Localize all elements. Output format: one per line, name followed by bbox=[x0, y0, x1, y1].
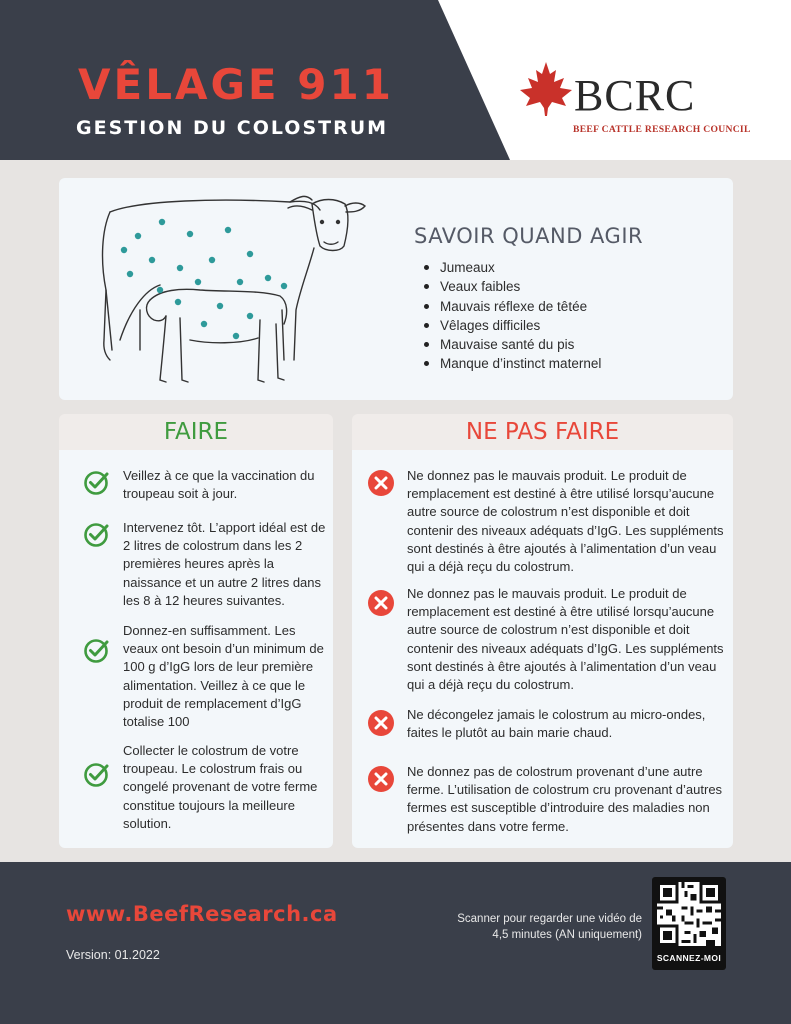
bcrc-logo[interactable] bbox=[516, 58, 751, 142]
bullet-icon bbox=[424, 323, 429, 328]
version-label: Version: 01.2022 bbox=[66, 948, 160, 962]
page-subtitle: GESTION DU COLOSTRUM bbox=[76, 117, 389, 139]
ne-pas-faire-item-2: Ne donnez pas le mauvais produit. Le produit de remplacement est destiné à être utilisé lorsqu’aucune autre source de colostrum n’est disponible et doit contenir des niveaux adéquats d’IgG. Les suppléments sont destinés à être ajoutés à l’alimentation d’un veau qui a déjà reçu du colostrum. bbox=[407, 586, 724, 693]
faire-item-3: Donnez-en suffisamment. Les veaux ont besoin d’un minimum de 100 g d’IgG lors de leur première alimentation. Veillez à ce que le produit de remplacement d’IgG totalise 100 bbox=[123, 623, 324, 730]
list-item: Mauvais réflexe de têtée bbox=[424, 297, 601, 316]
list-item: Jumeaux bbox=[424, 258, 601, 277]
faire-heading: FAIRE bbox=[59, 414, 333, 450]
check-circle-icon bbox=[83, 760, 111, 788]
x-circle-icon bbox=[367, 709, 395, 737]
x-circle-icon bbox=[367, 469, 395, 497]
bullet-icon bbox=[424, 342, 429, 347]
check-circle-icon bbox=[83, 520, 111, 548]
logo-subtitle: BEEF CATTLE RESEARCH COUNCIL bbox=[573, 124, 751, 135]
page-title: VÊLAGE 911 bbox=[78, 60, 394, 109]
qr-code-icon bbox=[657, 882, 721, 946]
faire-item-4: Collecter le colostrum de votre troupeau. Le colostrum frais ou congelé provenant de votre ferme constitue toujours la meilleure solution. bbox=[123, 743, 318, 831]
x-circle-icon bbox=[367, 765, 395, 793]
qr-code[interactable] bbox=[652, 877, 726, 970]
cow-and-calf-illustration bbox=[100, 190, 370, 390]
ne-pas-faire-item-1: Ne donnez pas le mauvais produit. Le produit de remplacement est destiné à être utilisé lorsqu’aucune autre source de colostrum n’est disponible et doit contenir des niveaux adéquats d’IgG. Les suppléments sont destinés à être ajoutés à l’alimentation d’un veau qui a déjà reçu du colostrum. bbox=[407, 468, 724, 575]
faire-item-1: Veillez à ce que la vaccination du troupeau soit à jour. bbox=[123, 468, 315, 502]
logo-wordmark: BCRC bbox=[574, 71, 696, 120]
bullet-icon bbox=[424, 265, 429, 270]
faire-item-2: Intervenez tôt. L’apport idéal est de 2 litres de colostrum dans les 2 premières heures après la naissance et un autre 2 litres dans les 8 à 12 heures suivantes. bbox=[123, 520, 326, 608]
when-to-act-title: SAVOIR QUAND AGIR bbox=[414, 224, 644, 248]
when-to-act-list bbox=[424, 258, 601, 374]
list-item: Vêlages difficiles bbox=[424, 316, 601, 335]
list-item: Mauvaise santé du pis bbox=[424, 335, 601, 354]
check-circle-icon bbox=[83, 468, 111, 496]
list-item: Manque d’instinct maternel bbox=[424, 354, 601, 373]
bullet-icon bbox=[424, 284, 429, 289]
maple-leaf-icon bbox=[516, 58, 576, 118]
bullet-icon bbox=[424, 361, 429, 366]
scan-instructions: Scanner pour regarder une vidéo de 4,5 minutes (AN uniquement) bbox=[457, 913, 642, 941]
ne-pas-faire-item-4: Ne donnez pas de colostrum provenant d’une autre ferme. L’utilisation de colostrum cru provenant d’autres fermes est susceptible d’introduire des maladies non présentes dans votre ferme. bbox=[407, 764, 723, 834]
list-item: Veaux faibles bbox=[424, 277, 601, 296]
x-circle-icon bbox=[367, 589, 395, 617]
ne-pas-faire-heading: NE PAS FAIRE bbox=[352, 414, 733, 450]
bullet-icon bbox=[424, 304, 429, 309]
check-circle-icon bbox=[83, 636, 111, 664]
ne-pas-faire-item-3: Ne décongelez jamais le colostrum au micro-ondes, faites le plutôt au bain marie chaud. bbox=[407, 707, 706, 741]
qr-label: SCANNEZ-MOI bbox=[656, 953, 722, 963]
website-link[interactable]: www.BeefResearch.ca bbox=[66, 902, 338, 926]
